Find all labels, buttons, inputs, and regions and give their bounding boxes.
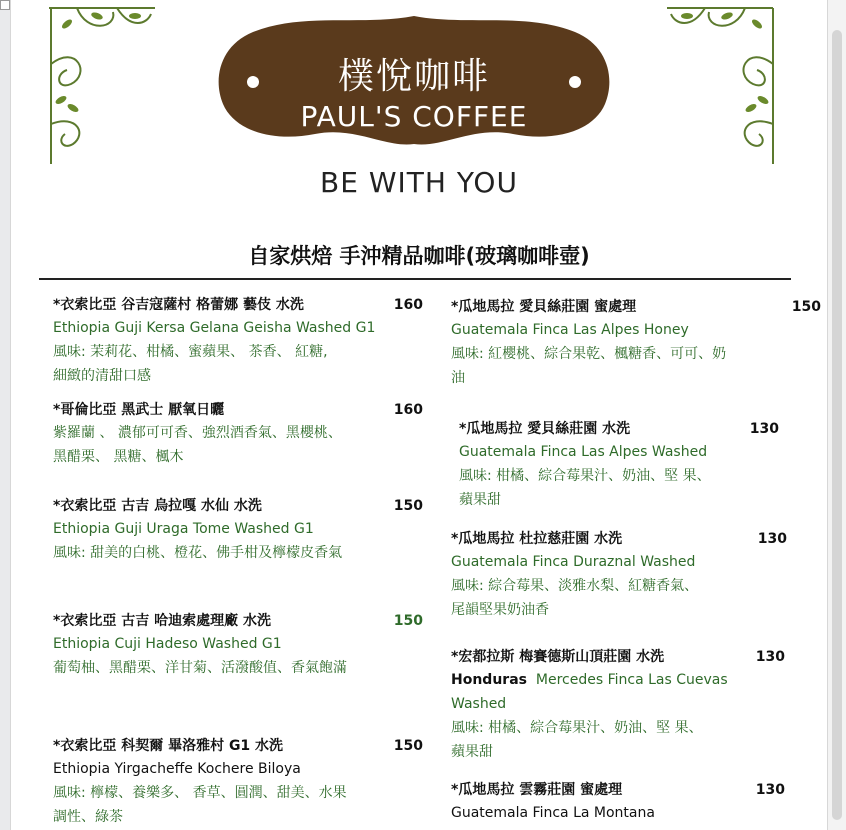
item-flavor-cont: 油 [451,370,465,386]
item-english-name: Guatemala Finca Las Alpes Washed [459,444,708,460]
item-flavor: 紫羅蘭 、 濃郁可可香、強烈酒香氣、黑櫻桃、 [53,425,342,441]
item-flavor: 風味: 柑橘、綜合莓果汁、奶油、堅 果、 [459,468,711,484]
menu-item [53,610,423,680]
item-price: 160 [393,297,423,313]
item-name: *哥倫比亞 黑武士 厭氧日曬 [53,402,225,418]
item-name: *衣索比亞 谷吉寇薩村 格蕾娜 藝伎 水洗 [53,297,304,313]
item-english-origin: Honduras [451,672,527,688]
scrollbar-thumb[interactable] [832,30,842,820]
menu-item [451,296,821,390]
item-name: *衣索比亞 古吉 哈迪索處理廠 水洗 [53,613,271,629]
item-name: *宏都拉斯 梅賽德斯山頂莊園 水洗 [451,649,665,665]
menu-item [451,646,785,764]
brand-name-en: PAUL'S COFFEE [300,100,528,133]
item-flavor: 風味: 紅櫻桃、綜合果乾、楓糖香、可可、奶 [451,346,727,362]
menu-item [53,399,423,469]
item-name: *瓜地馬拉 愛貝絲莊園 蜜處理 [451,299,637,315]
item-name: *瓜地馬拉 杜拉慈莊園 水洗 [451,531,623,547]
item-price: 130 [757,531,787,547]
item-flavor-cont: 蘋果甜 [459,492,501,508]
item-english-name [451,668,785,716]
floral-ornament-left [47,4,157,170]
item-price: 160 [393,402,423,418]
item-flavor: 風味: 甜美的白桃、橙花、佛手柑及檸檬皮香氣 [53,545,343,561]
item-name: *衣索比亞 科契爾 畢洛雅村 G1 水洗 [53,738,284,754]
item-english-name: Ethiopia Guji Kersa Gelana Geisha Washed G1 [53,320,376,336]
vertical-scrollbar[interactable] [828,0,846,830]
item-english-name: Guatemala Finca Las Alpes Honey [451,322,689,338]
menu-heading: 自家烘焙 手沖精品咖啡(玻璃咖啡壺) [248,244,590,268]
item-english-name: Ethiopia Yirgacheffe Kochere Biloya [53,761,301,777]
menu-item [451,779,785,825]
item-price: 150 [791,299,821,315]
item-flavor-cont: 蘋果甜 [451,744,493,760]
heading-divider [39,278,791,280]
menu-item [451,528,787,622]
item-name: *瓜地馬拉 愛貝絲莊園 水洗 [459,421,631,437]
item-flavor: 風味: 茉莉花、柑橘、蜜蘋果、 茶香、 紅糖, [53,344,328,360]
item-price: 130 [755,649,785,665]
item-flavor-cont: 細緻的清甜口感 [53,368,151,384]
menu-item [53,495,423,565]
item-english-name: Ethiopia Guji Uraga Tome Washed G1 [53,521,314,537]
item-english-farm: Mercedes Finca Las Cuevas Washed [451,672,728,712]
item-flavor-cont: 調性、綠茶 [53,809,123,825]
menu-page [10,0,828,830]
item-english-name: Guatemala Finca Duraznal Washed [451,554,696,570]
item-price: 150 [393,738,423,754]
item-name: *瓜地馬拉 雲霧莊園 蜜處理 [451,782,623,798]
item-flavor: 葡萄柚、黑醋栗、洋甘菊、活潑酸值、香氣飽滿 [53,660,347,676]
item-flavor: 風味: 柑橘、綜合莓果汁、奶油、堅 果、 [451,720,703,736]
window-corner-icon [0,0,10,10]
brand-tagline: BE WITH YOU [320,166,518,199]
item-price: 130 [749,421,779,437]
item-english-name: Guatemala Finca La Montana [451,805,655,821]
floral-ornament-right [665,4,777,170]
menu-item [53,294,423,388]
item-price: 150 [393,613,423,629]
item-flavor-cont: 黑醋栗、 黑糖、楓木 [53,449,184,465]
item-flavor: 風味: 檸檬、養樂多、 香草、圓潤、甜美、水果 [53,785,347,801]
menu-item [53,735,423,829]
menu-item [459,418,779,512]
item-english-name: Ethiopia Cuji Hadeso Washed G1 [53,636,282,652]
item-flavor-cont: 尾韻堅果奶油香 [451,602,549,618]
item-price: 150 [393,498,423,514]
item-name: *衣索比亞 古吉 烏拉嘎 水仙 水洗 [53,498,262,514]
item-price: 130 [755,782,785,798]
brand-name-zh: 樸悅咖啡 [337,56,490,97]
brand-banner [213,12,615,148]
item-flavor: 風味: 綜合莓果、淡雅水梨、紅糖香氣、 [451,578,699,594]
